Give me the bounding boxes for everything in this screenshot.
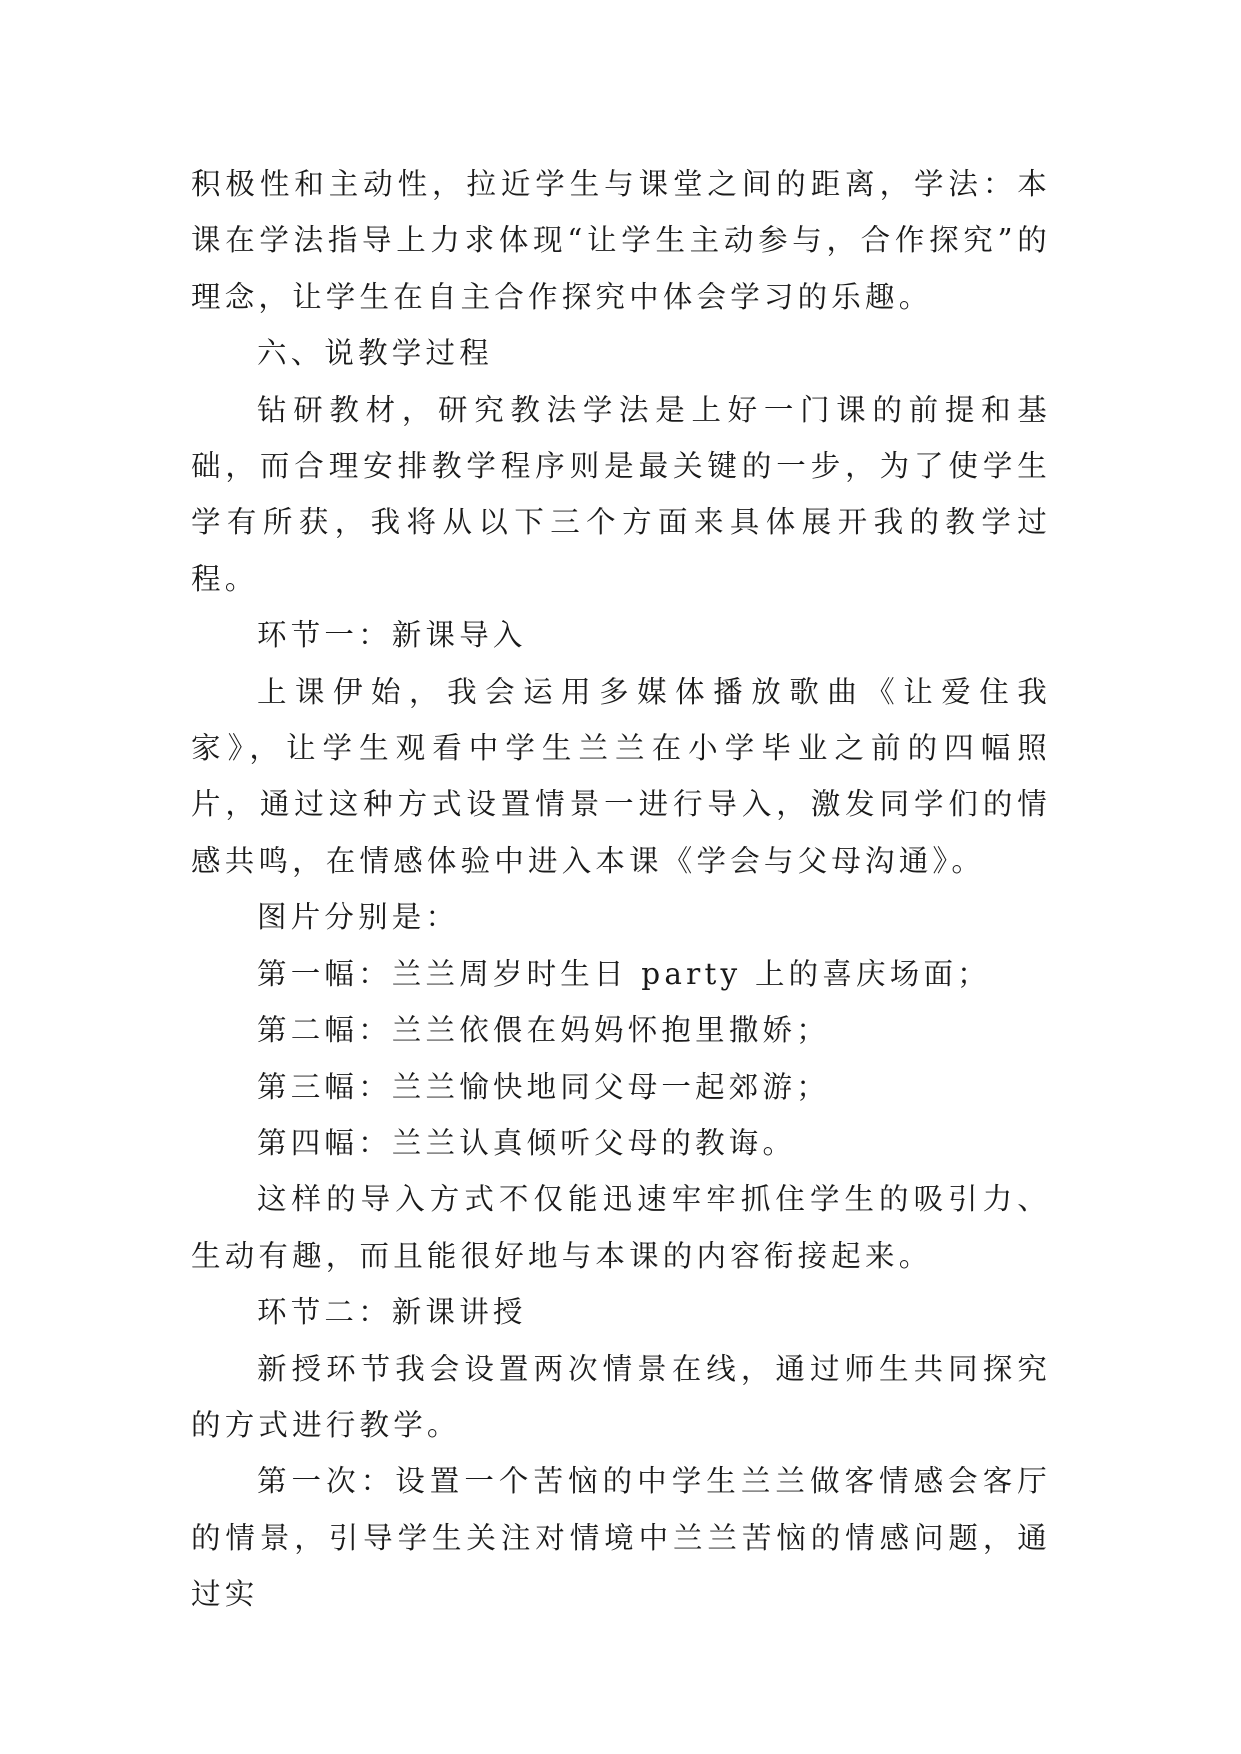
paragraph-pictures-label: 图片分别是： [257,900,460,935]
paragraph-picture-one: 第一幅：兰兰周岁时生日 party 上的喜庆场面； [257,956,991,991]
paragraph-intro-effect: 这样的导入方式不仅能迅速牢牢抓住学生的吸引力、生动有趣，而且能很好地与本课的内容衔接起来。 [191,1182,1051,1273]
document-body [191,156,1051,1623]
paragraph-step-two-intro: 新授环节我会设置两次情景在线，通过师生共同探究的方式进行教学。 [191,1351,1051,1442]
paragraph-step-one-intro: 上课伊始，我会运用多媒体播放歌曲《让爱住我家》，让学生观看中学生兰兰在小学毕业之前的四幅照片，通过这种方式设置情景一进行导入，激发同学们的情感共鸣，在情感体验中进入本课《学会与父母沟通》。 [191,674,1051,878]
paragraph-process-intro: 钻研教材，研究教法学法是上好一门课的前提和基础，而合理安排教学程序则是最关键的一步，为了使学生学有所获，我将从以下三个方面来具体展开我的教学过程。 [191,392,1051,596]
paragraph-picture-three: 第三幅：兰兰愉快地同父母一起郊游； [257,1069,830,1104]
heading-step-one: 环节一：新课导入 [257,618,527,653]
heading-teaching-process: 六、说教学过程 [257,336,493,371]
paragraph-first-scenario: 第一次：设置一个苦恼的中学生兰兰做客情感会客厅的情景，引导学生关注对情境中兰兰苦恼的情感问题，通过实 [191,1464,1051,1612]
heading-step-two: 环节二：新课讲授 [257,1295,527,1330]
paragraph-picture-four: 第四幅：兰兰认真倾听父母的教诲。 [257,1125,797,1160]
paragraph-picture-two: 第二幅：兰兰依偎在妈妈怀抱里撒娇； [257,1013,830,1048]
paragraph-learning-method: 积极性和主动性，拉近学生与课堂之间的距离，学法：本课在学法指导上力求体现“让学生主动参与，合作探究”的理念，让学生在自主合作探究中体会学习的乐趣。 [191,167,1051,314]
